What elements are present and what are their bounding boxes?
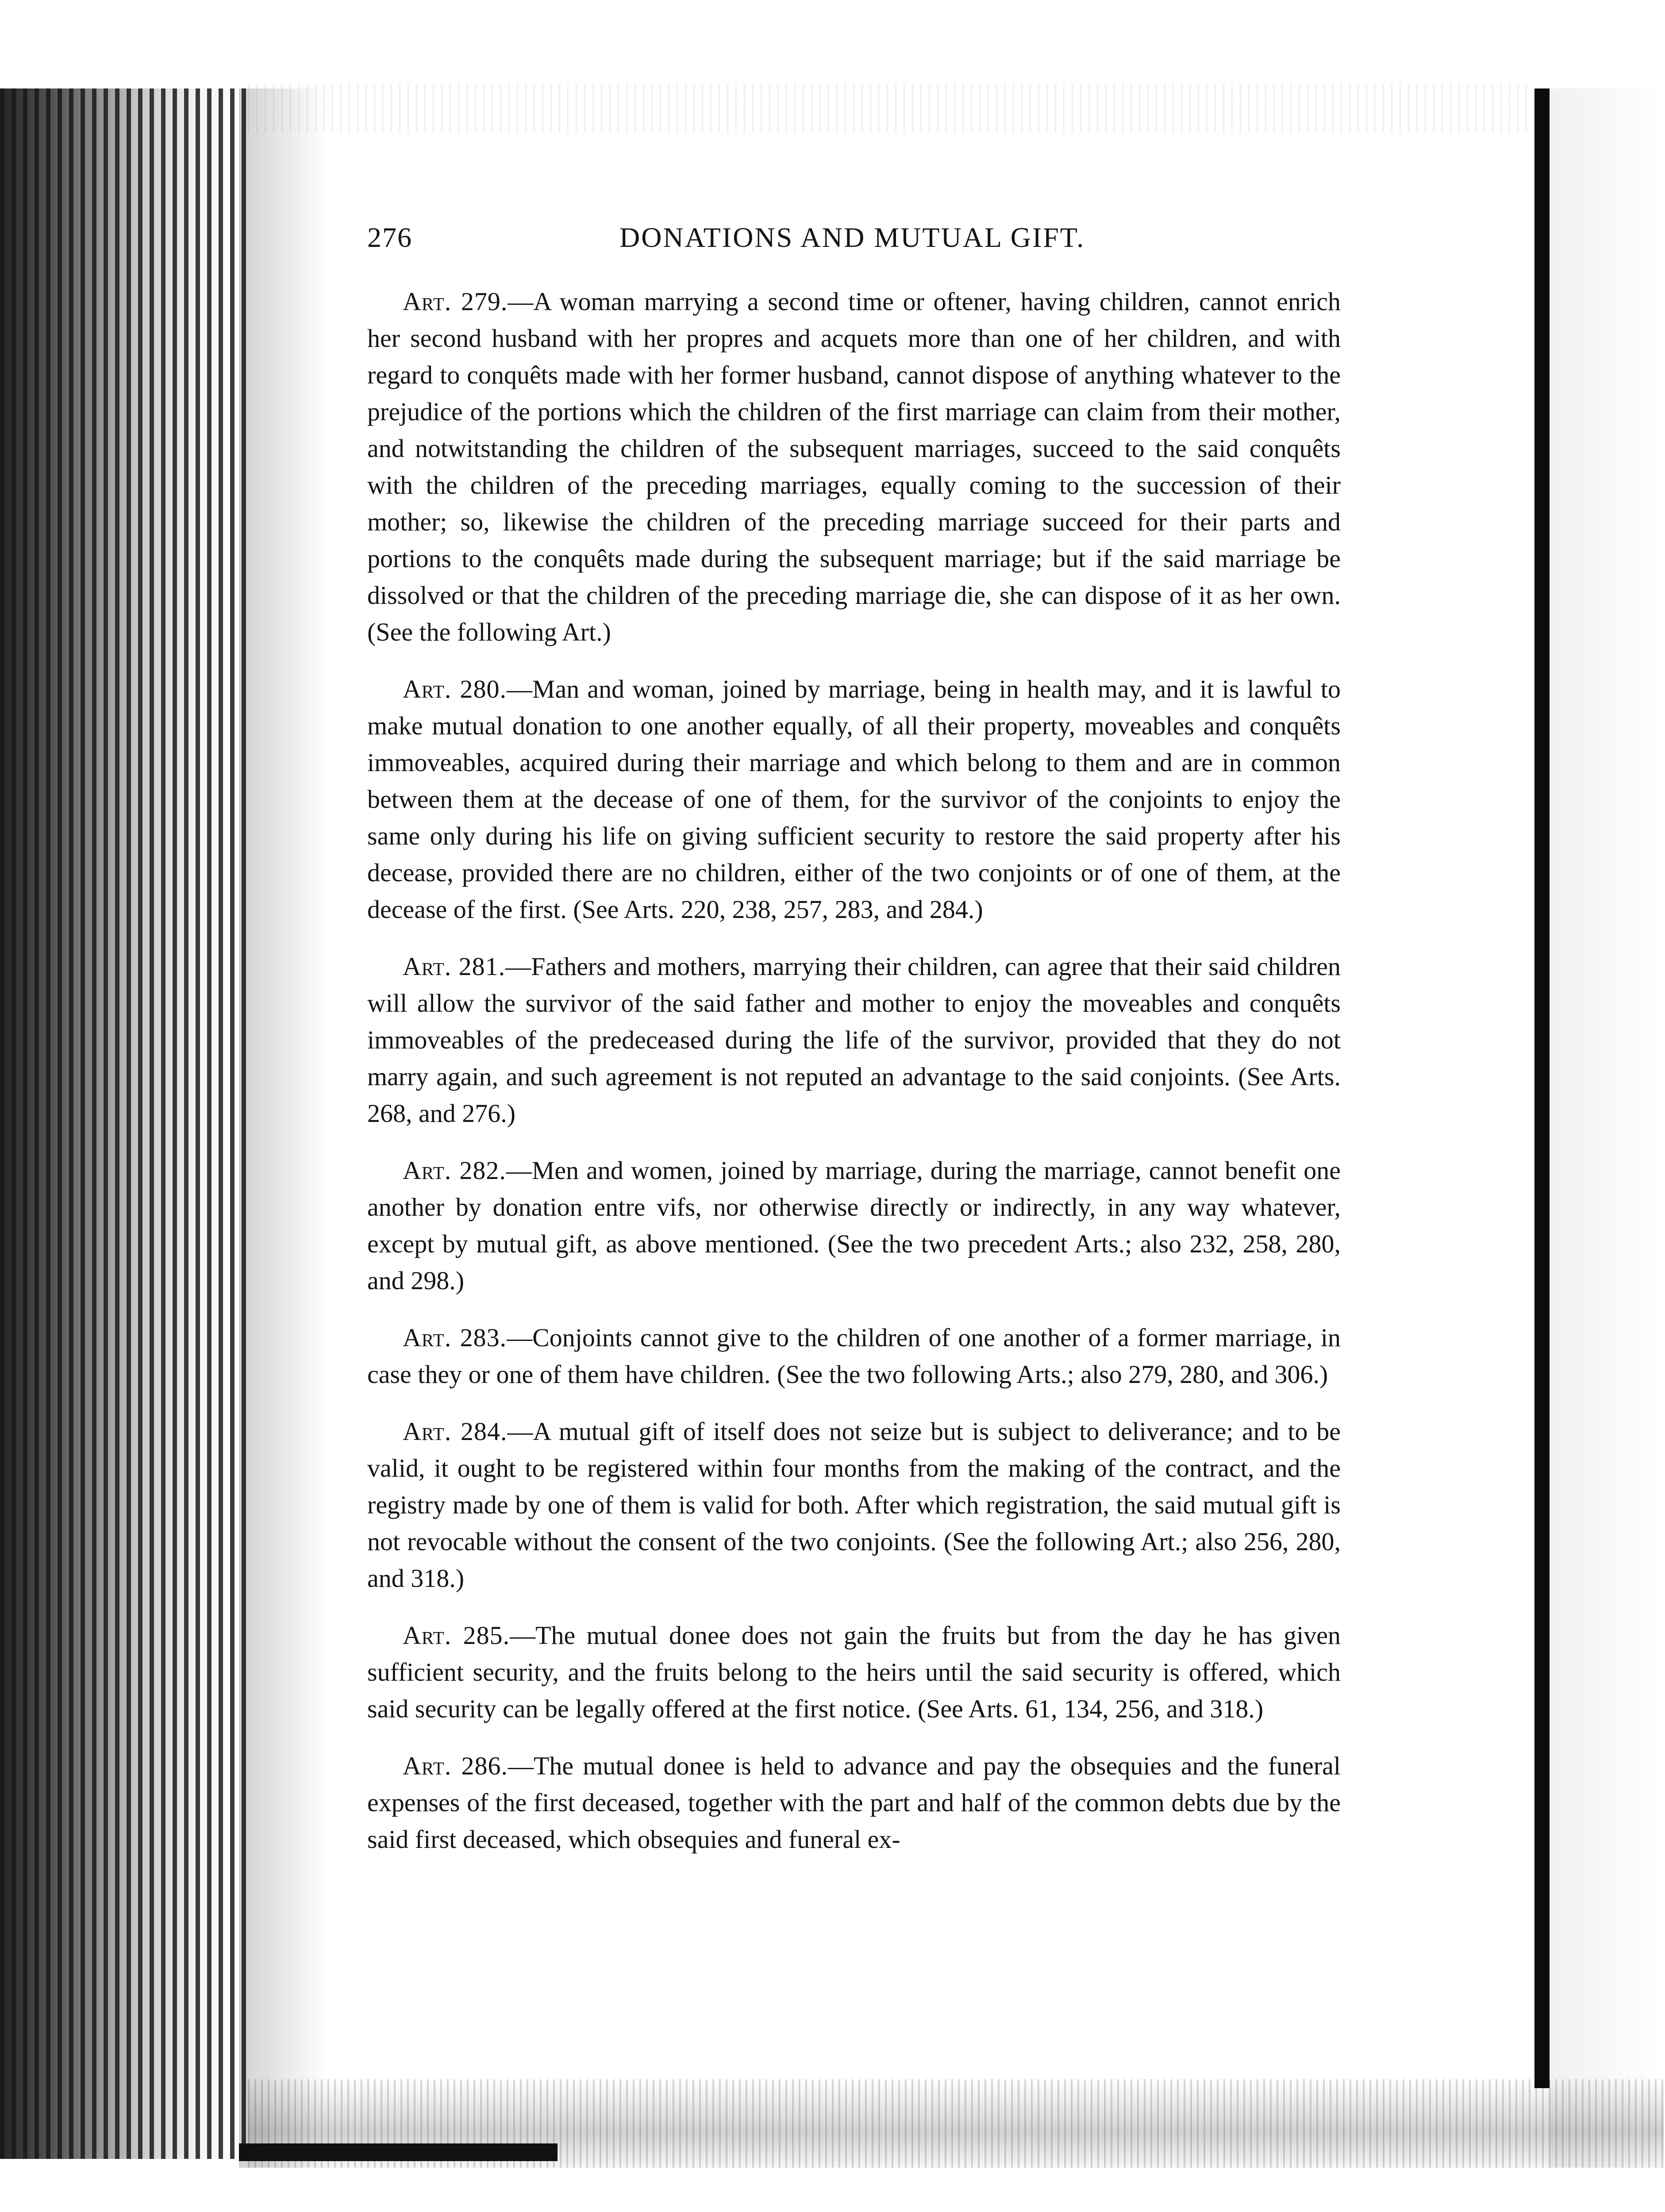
article-282 xyxy=(367,1152,1341,1299)
right-page-edge xyxy=(1534,88,1550,2088)
article-279 xyxy=(367,283,1341,650)
top-scan-noise xyxy=(248,84,1531,133)
article-text: —Man and woman, joined by marriage, being in health may, and it is lawful to make mutual donation to one another equally, of all their property, moveables and conquêts immoveables, acquired during their marriage and which belong to them and are in common between them at the decease of one of them, for the survivor of the conjoints to enjoy the same only during his life on giving sufficient security to restore the said property after his decease, provided there are no children, either of the two conjoints or of one of them, at the decease of the first. (See Arts. 220, 238, 257, 283, and 284.) xyxy=(367,675,1341,924)
article-text: —Men and women, joined by marriage, during the marriage, cannot benefit one another by donation entre vifs, nor otherwise directly or indirectly, in any way whatever, except by mutual gift, as above mentioned. (See the two precedent Arts.; also 232, 258, 280, and 298.) xyxy=(367,1156,1341,1295)
article-label: Art. 283. xyxy=(403,1323,507,1352)
article-286 xyxy=(367,1747,1341,1858)
article-text: —Conjoints cannot give to the children of one another of a former marriage, in case they or one of them have children. (See the two following Arts.; also 279, 280, and 306.) xyxy=(367,1323,1341,1389)
right-edge-fade xyxy=(1550,88,1665,2168)
article-text: —The mutual donee does not gain the fruits but from the day he has given sufficient security, and the fruits belong to the heirs until the said security is offered, which said security can be legally offered at the first notice. (See Arts. 61, 134, 256, and 318.) xyxy=(367,1621,1341,1723)
article-285 xyxy=(367,1617,1341,1727)
bottom-binding-mark xyxy=(239,2143,558,2161)
article-text: —A mutual gift of itself does not seize but is subject to deliverance; and to be valid, it ought to be registered within four months from the making of the contract, and the registry made by one of them is valid for both. After which registration, the said mutual gift is not revocable without the consent of the two conjoints. (See the following Art.; also 256, 280, and 318.) xyxy=(367,1417,1341,1593)
article-label: Art. 286. xyxy=(403,1751,508,1780)
article-label: Art. 281. xyxy=(403,952,506,981)
running-head xyxy=(367,221,1341,270)
page-body xyxy=(367,221,1341,1878)
article-text: —A woman marrying a second time or oftener, having children, cannot enrich her second husband with her propres and acquets more than one of her children, and with regard to conquêts made with her former husband, cannot dispose of anything whatever to the prejudice of the portions which the children of the first marriage can claim from their mother, and notwitstanding the children of the subsequent marriages, succeed to the said conquêts with the children of the preceding marriages, equally coming to the succession of their mother; so, likewise the children of the preceding marriage succeed for their parts and portions to the conquêts made during the subsequent marriage; but if the said marriage be dissolved or that the children of the preceding marriage die, she can dispose of it as her own. (See the following Art.) xyxy=(367,287,1341,646)
article-label: Art. 285. xyxy=(403,1621,510,1650)
article-label: Art. 284. xyxy=(403,1417,508,1446)
article-text: —Fathers and mothers, marrying their children, can agree that their said children will allow the survivor of the said father and mother to enjoy the moveables and conquêts immoveables of the predeceased during the life of the survivor, provided that they do not marry again, and such agreement is not reputed an advantage to the said conjoints. (See Arts. 268, and 276.) xyxy=(367,952,1341,1128)
article-label: Art. 279. xyxy=(403,287,508,316)
page-number: 276 xyxy=(367,222,412,253)
article-283 xyxy=(367,1319,1341,1393)
article-281 xyxy=(367,948,1341,1132)
left-binding-shadow xyxy=(0,88,248,2159)
article-label: Art. 280. xyxy=(403,675,507,703)
article-284 xyxy=(367,1413,1341,1597)
article-280 xyxy=(367,671,1341,928)
article-text: —The mutual donee is held to advance and pay the obsequies and the funeral expenses of the first deceased, together with the part and half of the common debts due by the said first deceased, which obsequies and funeral ex- xyxy=(367,1751,1341,1854)
left-binding-fade xyxy=(239,88,327,2168)
running-head-title: DONATIONS AND MUTUAL GIFT. xyxy=(619,222,1085,253)
article-label: Art. 282. xyxy=(403,1156,506,1185)
